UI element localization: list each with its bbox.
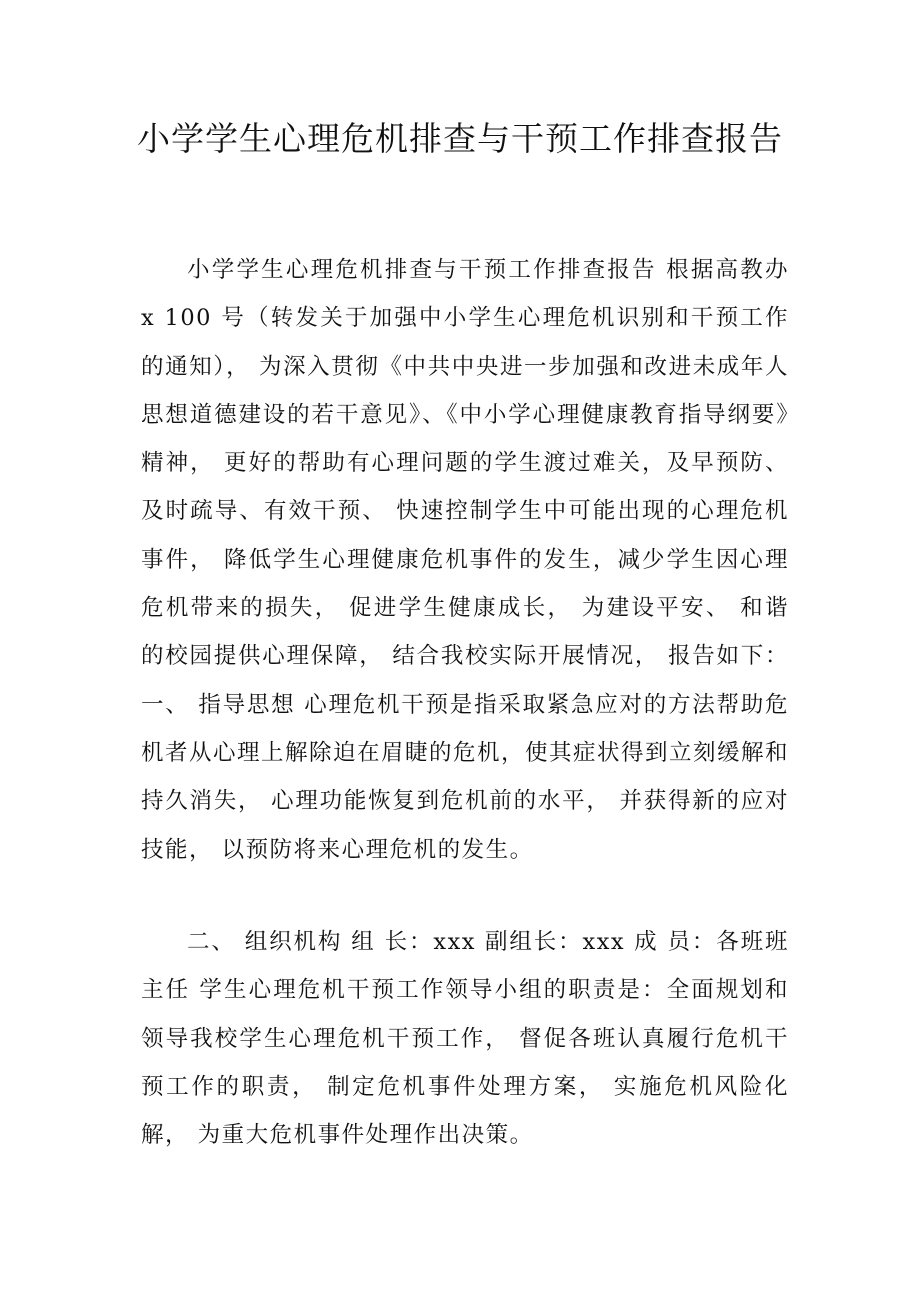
document-title: 小学学生心理危机排查与干预工作排查报告 — [137, 119, 783, 158]
paragraph-guiding-ideology: 小学学生心理危机排查与干预工作排查报告 根据高教办 x 100 号（转发关于加强中小学生心理危机识别和干预工作的通知）， 为深入贯彻《中共中央进一步加强和改进未成年人思想道德建设的若干意见》、《中小学心理健康教育指导纲要》精神， 更好的帮助有心理问题的学生渡过难关，及早预防、 及时疏导、有效干预、 快速控制学生中可能出现的心理危机事件， 降低学生心理健康危机事件的发生，减少学生因心理危机带来的损失， 促进学生健康成长， 为建设平安、 和谐的校园提供心理保障， 结合我校实际开展情况， 报告如下：一、 指导思想 心理危机干预是指采取紧急应对的方法帮助危机者从心理上解除迫在眉睫的危机，使其症状得到立刻缓解和持久消失， 心理功能恢复到危机前的水平， 并获得新的应对技能， 以预防将来心理危机的发生。 — [141, 257, 790, 863]
paragraph-organization: 二、 组织机构 组 长：xxx 副组长：xxx 成 员：各班班主任 学生心理危机干预工作领导小组的职责是：全面规划和领导我校学生心理危机干预工作， 督促各班认真履行危机干预工作的职责， 制定危机事件处理方案， 实施危机风险化解， 为重大危机事件处理作出决策。 — [141, 929, 789, 1149]
